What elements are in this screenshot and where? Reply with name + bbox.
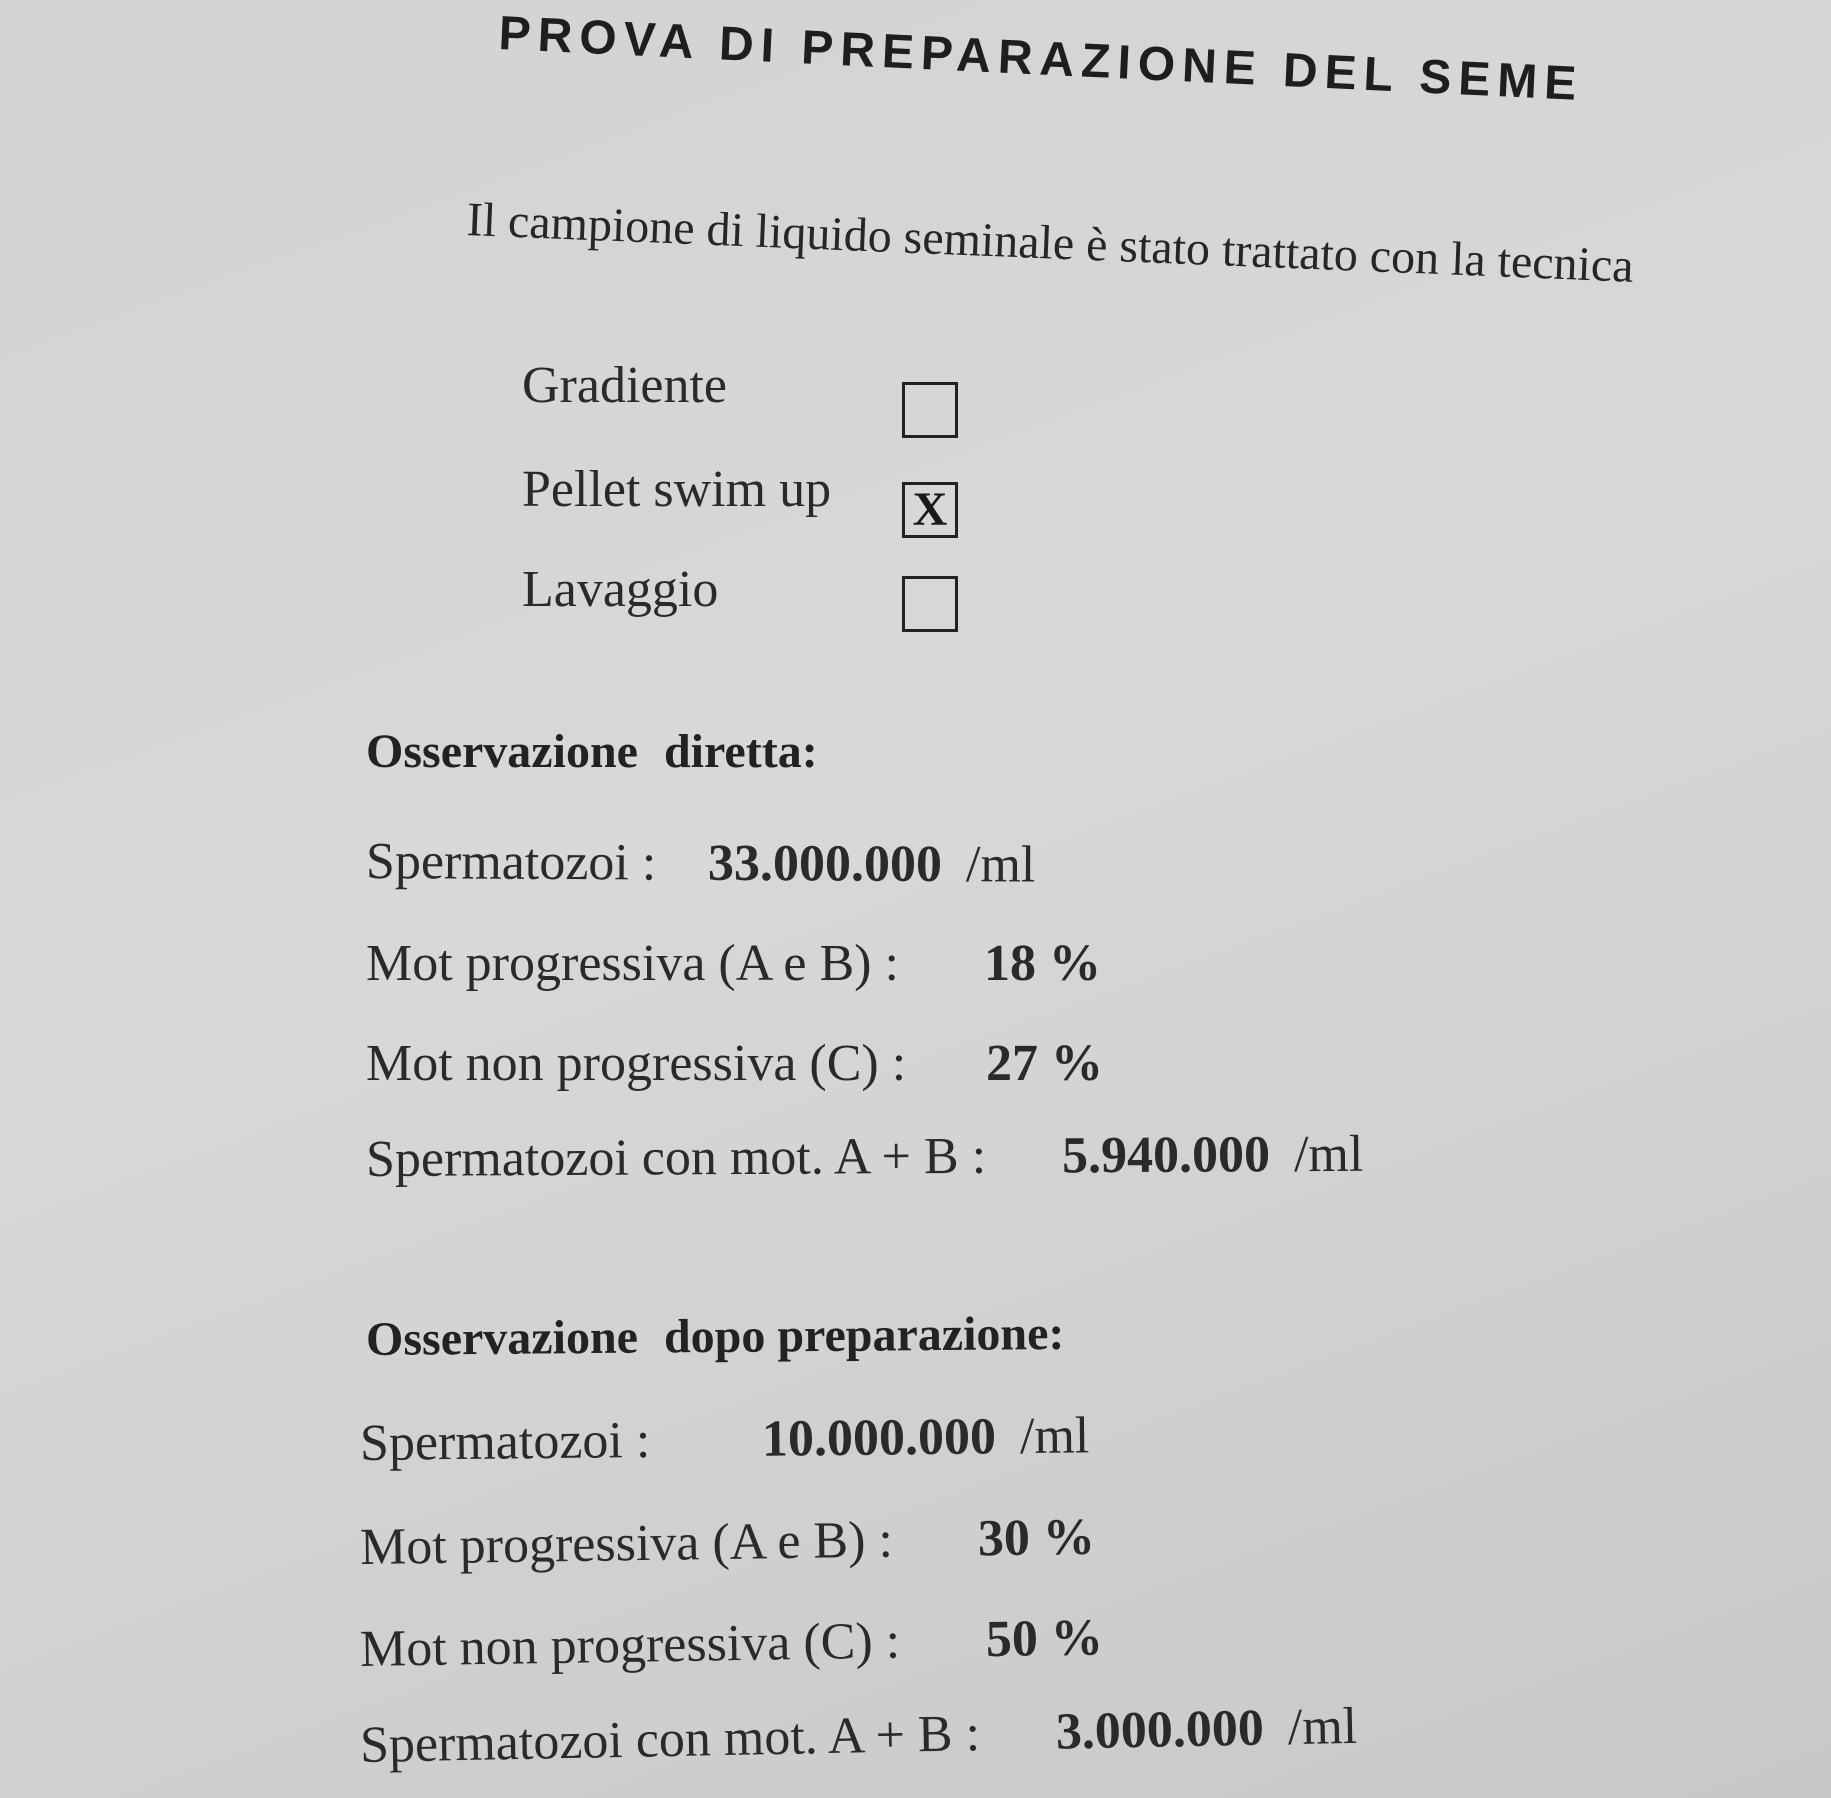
technique-label-lavaggio: Lavaggio [522,561,719,618]
row-value: 10.000.000 [761,1408,997,1468]
intro-text: Il campione di liquido seminale è stato trattato con la tecnica [465,192,1635,293]
row-value: 33.000.000 [707,834,943,894]
row-spermatozoi-diretta [366,832,1036,895]
section-heading-rest: dopo preparazione: [663,1306,1065,1364]
row-label: Mot non progressiva (C) : [359,1612,901,1678]
row-label: Spermatozoi : [365,833,657,892]
row-label: Spermatozoi con mot. A + B : [359,1705,981,1774]
row-label: Mot non progressiva (C) : [366,1035,907,1092]
row-spermatozoi-mot-ab-dopo [359,1697,1357,1775]
checkbox-lavaggio[interactable] [902,576,958,632]
section-heading-dopo-preparazione [366,1306,1065,1367]
checkbox-gradiente[interactable] [902,382,958,438]
section-heading-word: Osservazione [365,1310,639,1366]
row-value: 18 % [984,935,1101,992]
technique-label-gradiente: Gradiente [522,357,728,414]
row-label: Mot progressiva (A e B) : [366,935,899,992]
row-unit: /ml [1293,1125,1364,1184]
checkbox-pellet-swim-up[interactable]: X [902,482,958,538]
row-spermatozoi-mot-ab-diretta [366,1125,1364,1189]
row-mot-non-progressiva-diretta [366,1034,1103,1093]
row-spermatozoi-dopo [360,1406,1090,1473]
row-value: 5.940.000 [1061,1126,1271,1185]
row-unit: /ml [1019,1407,1090,1466]
row-label: Spermatozoi : [359,1411,651,1472]
row-value: 30 % [977,1508,1096,1568]
row-value: 3.000.000 [1055,1699,1265,1761]
row-label: Spermatozoi con mot. A + B : [365,1127,987,1188]
row-mot-progressiva-dopo [360,1508,1096,1577]
row-unit: /ml [1287,1697,1358,1757]
row-value: 27 % [986,1035,1103,1092]
row-unit: /ml [965,836,1036,894]
row-value: 50 % [985,1609,1104,1669]
section-heading-rest: diretta: [663,725,818,778]
section-heading-word: Osservazione [366,725,638,778]
row-label: Mot progressiva (A e B) : [359,1511,894,1576]
technique-label-pellet-swim-up: Pellet swim up [522,461,832,518]
document-title: PROVA DI PREPARAZIONE DEL SEME [497,6,1585,112]
row-mot-non-progressiva-dopo [360,1608,1104,1679]
row-mot-progressiva-diretta [366,934,1101,993]
section-heading-diretta [366,724,818,779]
